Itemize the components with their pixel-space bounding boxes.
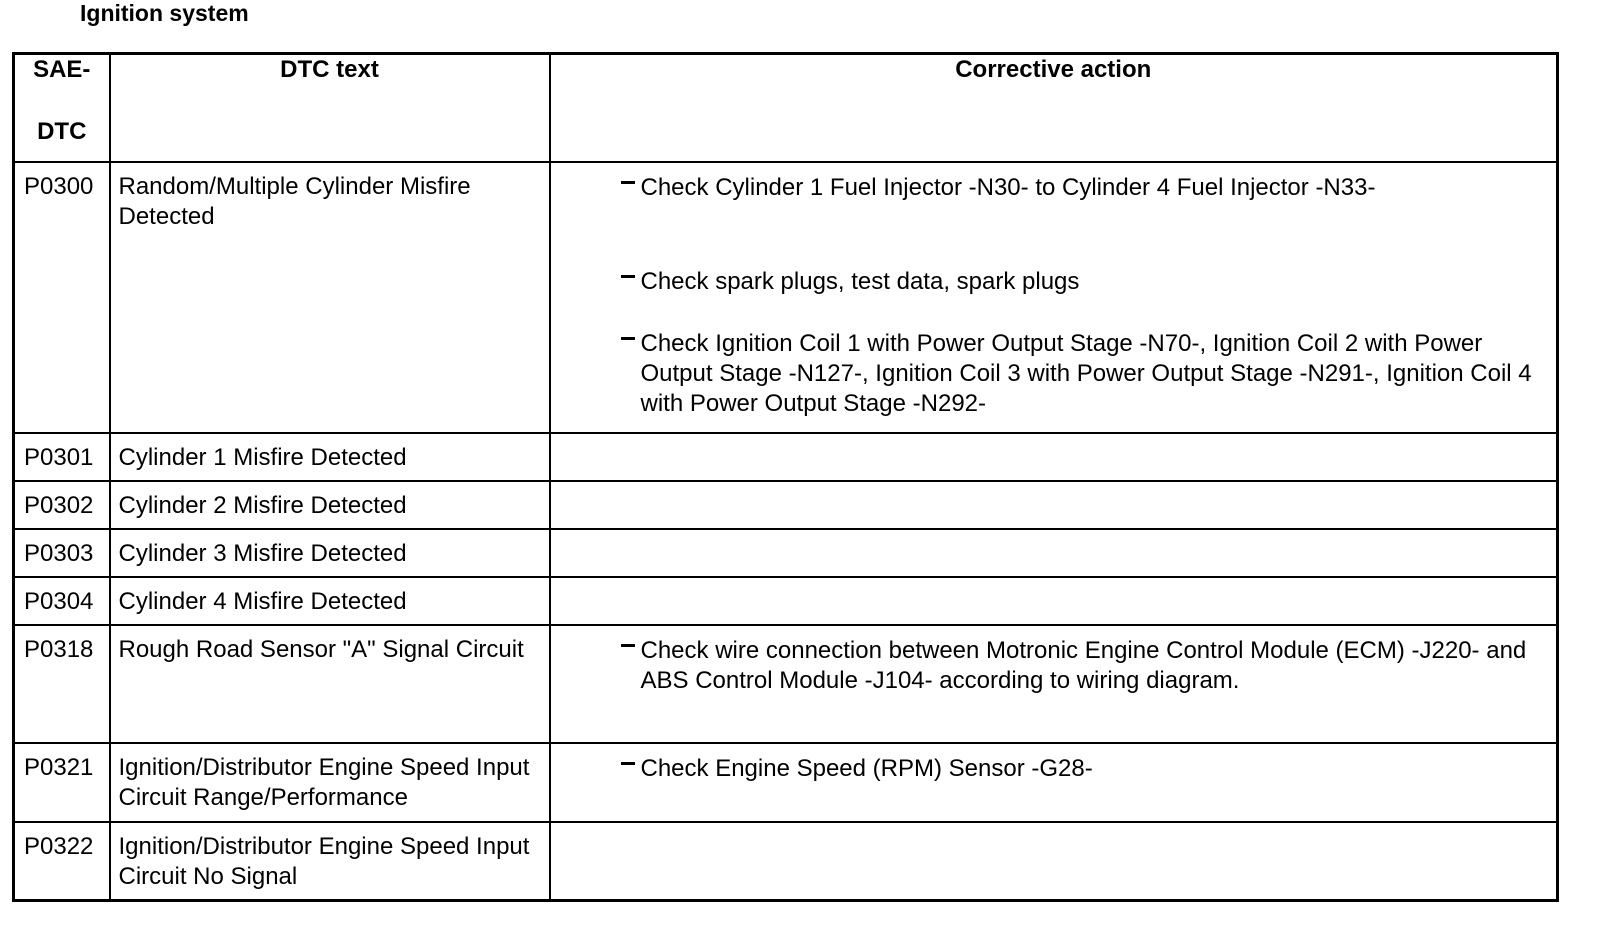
dtc-text-cell: Ignition/Distributor Engine Speed Input Circuit No Signal bbox=[110, 822, 550, 900]
corrective-action-cell bbox=[550, 743, 1558, 822]
dtc-code-cell: P0322 bbox=[14, 822, 110, 900]
header-dtc-text: DTC text bbox=[110, 54, 550, 163]
action-item: Check Cylinder 1 Fuel Injector -N30- to Cylinder 4 Fuel Injector -N33- bbox=[621, 173, 1547, 203]
table-row bbox=[14, 529, 1558, 577]
dtc-text-cell: Cylinder 1 Misfire Detected bbox=[110, 433, 550, 481]
corrective-action-cell bbox=[550, 433, 1558, 481]
table-header-row bbox=[14, 54, 1558, 163]
dtc-code-cell: P0301 bbox=[14, 433, 110, 481]
corrective-action-cell bbox=[550, 481, 1558, 529]
action-item: Check wire connection between Motronic Engine Control Module (ECM) -J220- and ABS Control Module -J104- according to wiring diagram. bbox=[621, 636, 1547, 696]
dtc-text-cell: Ignition/Distributor Engine Speed Input Circuit Range/Performance bbox=[110, 743, 550, 822]
dtc-text-cell: Cylinder 3 Misfire Detected bbox=[110, 529, 550, 577]
section-title: Ignition system bbox=[80, 0, 249, 26]
table-row bbox=[14, 481, 1558, 529]
corrective-action-cell bbox=[550, 577, 1558, 625]
corrective-action-cell bbox=[550, 162, 1558, 433]
dtc-code-cell: P0304 bbox=[14, 577, 110, 625]
corrective-action-cell bbox=[550, 625, 1558, 743]
dtc-table bbox=[12, 52, 1559, 902]
dtc-text-cell: Random/Multiple Cylinder Misfire Detected bbox=[110, 162, 550, 433]
dtc-code-cell: P0321 bbox=[14, 743, 110, 822]
table-row bbox=[14, 822, 1558, 900]
table-row bbox=[14, 743, 1558, 822]
dtc-code-cell: P0303 bbox=[14, 529, 110, 577]
dtc-code-cell: P0318 bbox=[14, 625, 110, 743]
action-item: Check Ignition Coil 1 with Power Output Stage -N70-, Ignition Coil 2 with Power Output Stage -N127-, Ignition Coil 3 with Power Output Stage -N291-, Ignition Coil 4 with Power Output Stage -N292- bbox=[621, 329, 1547, 419]
table-row bbox=[14, 162, 1558, 433]
action-item: Check Engine Speed (RPM) Sensor -G28- bbox=[621, 754, 1547, 784]
dtc-text-cell: Cylinder 4 Misfire Detected bbox=[110, 577, 550, 625]
header-sae-dtc-line2: DTC bbox=[37, 118, 87, 145]
header-corrective-action: Corrective action bbox=[550, 54, 1558, 163]
action-item: Check spark plugs, test data, spark plugs bbox=[621, 267, 1547, 297]
corrective-action-cell bbox=[550, 529, 1558, 577]
header-sae-dtc bbox=[14, 54, 110, 163]
dtc-code-cell: P0300 bbox=[14, 162, 110, 433]
table-row bbox=[14, 577, 1558, 625]
table-row bbox=[14, 625, 1558, 743]
dtc-text-cell: Cylinder 2 Misfire Detected bbox=[110, 481, 550, 529]
dtc-text-cell: Rough Road Sensor "A" Signal Circuit bbox=[110, 625, 550, 743]
corrective-action-cell bbox=[550, 822, 1558, 900]
header-sae-dtc-line1: SAE- bbox=[33, 56, 91, 83]
table-row bbox=[14, 433, 1558, 481]
dtc-code-cell: P0302 bbox=[14, 481, 110, 529]
